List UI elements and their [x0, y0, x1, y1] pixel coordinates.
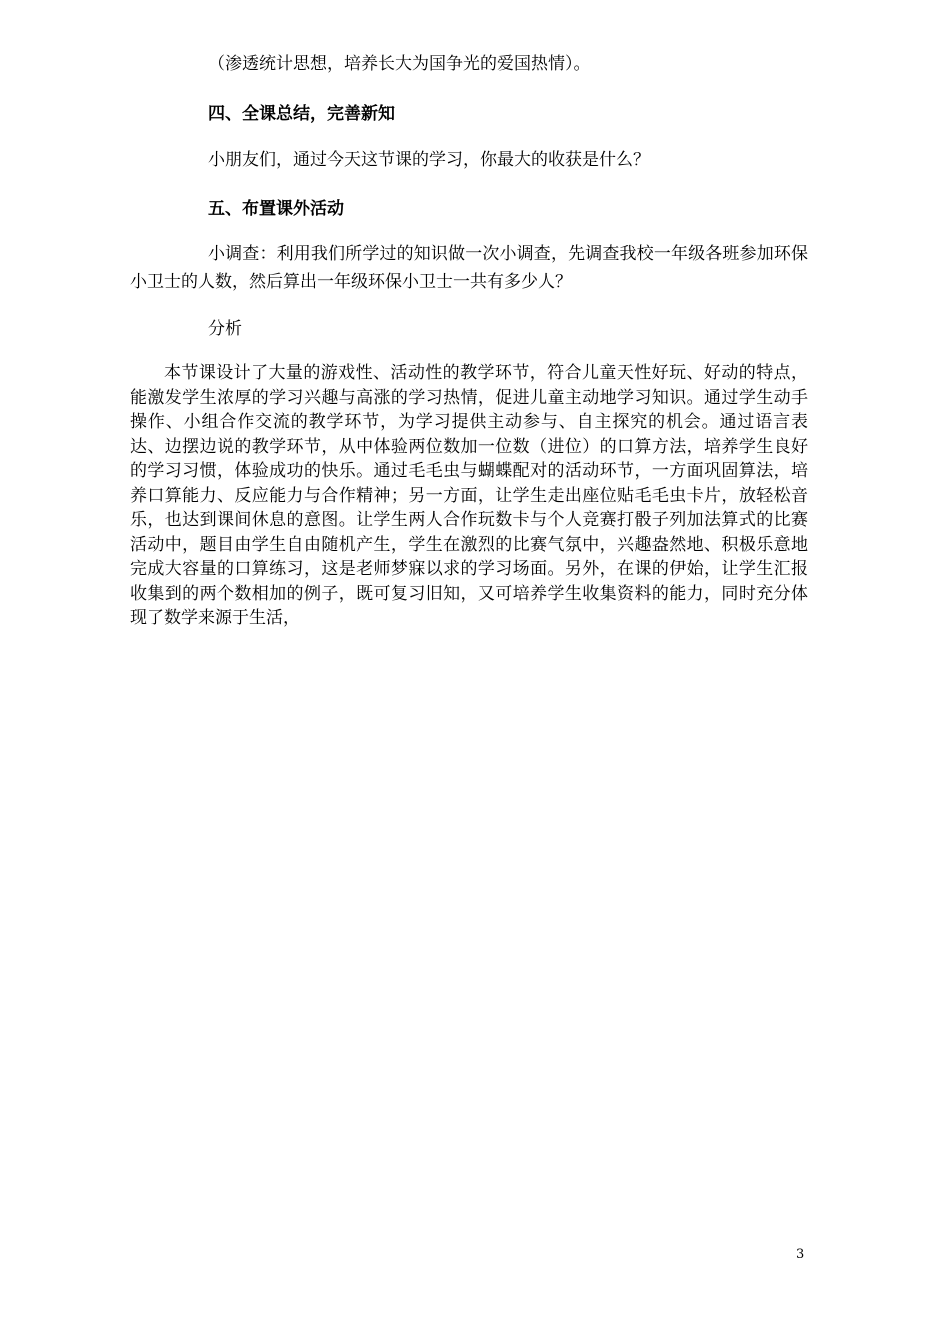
section-four-heading: 四、全课总结，完善新知 [208, 104, 395, 124]
page-number: 3 [796, 1247, 805, 1262]
summary-question: 小朋友们，通过今天这节课的学习，你最大的收获是什么？ [208, 150, 650, 170]
analysis-paragraph: 本节课设计了大量的游戏性、活动性的教学环节，符合儿童天性好玩、好动的特点，能激发学生浓厚的学习兴趣与高涨的学习热情，促进儿童主动地学习知识。通过学生动手操作、小组合作交流的教学环节，为学习提供主动参与、自主探究的机会。通过语言表达、边摆边说的教学环节，从中体验两位数加一位数（进位）的口算方法，培养学生良好的学习习惯，体验成功的快乐。通过毛毛虫与蝴蝶配对的活动环节，一方面巩固算法，培养口算能力、反应能力与合作精神；另一方面，让学生走出座位贴毛毛虫卡片，放轻松音乐，也达到课间休息的意图。让学生两人合作玩数卡与个人竞赛打骰子列加法算式的比赛活动中，题目由学生自由随机产生，学生在激烈的比赛气氛中，兴趣盎然地、积极乐意地完成大容量的口算练习，这是老师梦寐以求的学习场面。另外，在课的伊始，让学生汇报收集到的两个数相加的例子，既可复习旧知，又可培养学生收集资料的能力，同时充分体现了数学来源于生活， [130, 363, 808, 628]
survey-task: 小调查：利用我们所学过的知识做一次小调查，先调查我校一年级各班参加环保小卫士的人数，然后算出一年级环保小卫士一共有多少人？ [130, 244, 808, 292]
patriotism-note: （渗透统计思想，培养长大为国争光的爱国热情）。 [208, 54, 591, 74]
section-five-heading: 五、布置课外活动 [208, 199, 344, 219]
analysis-label: 分析 [208, 319, 242, 339]
